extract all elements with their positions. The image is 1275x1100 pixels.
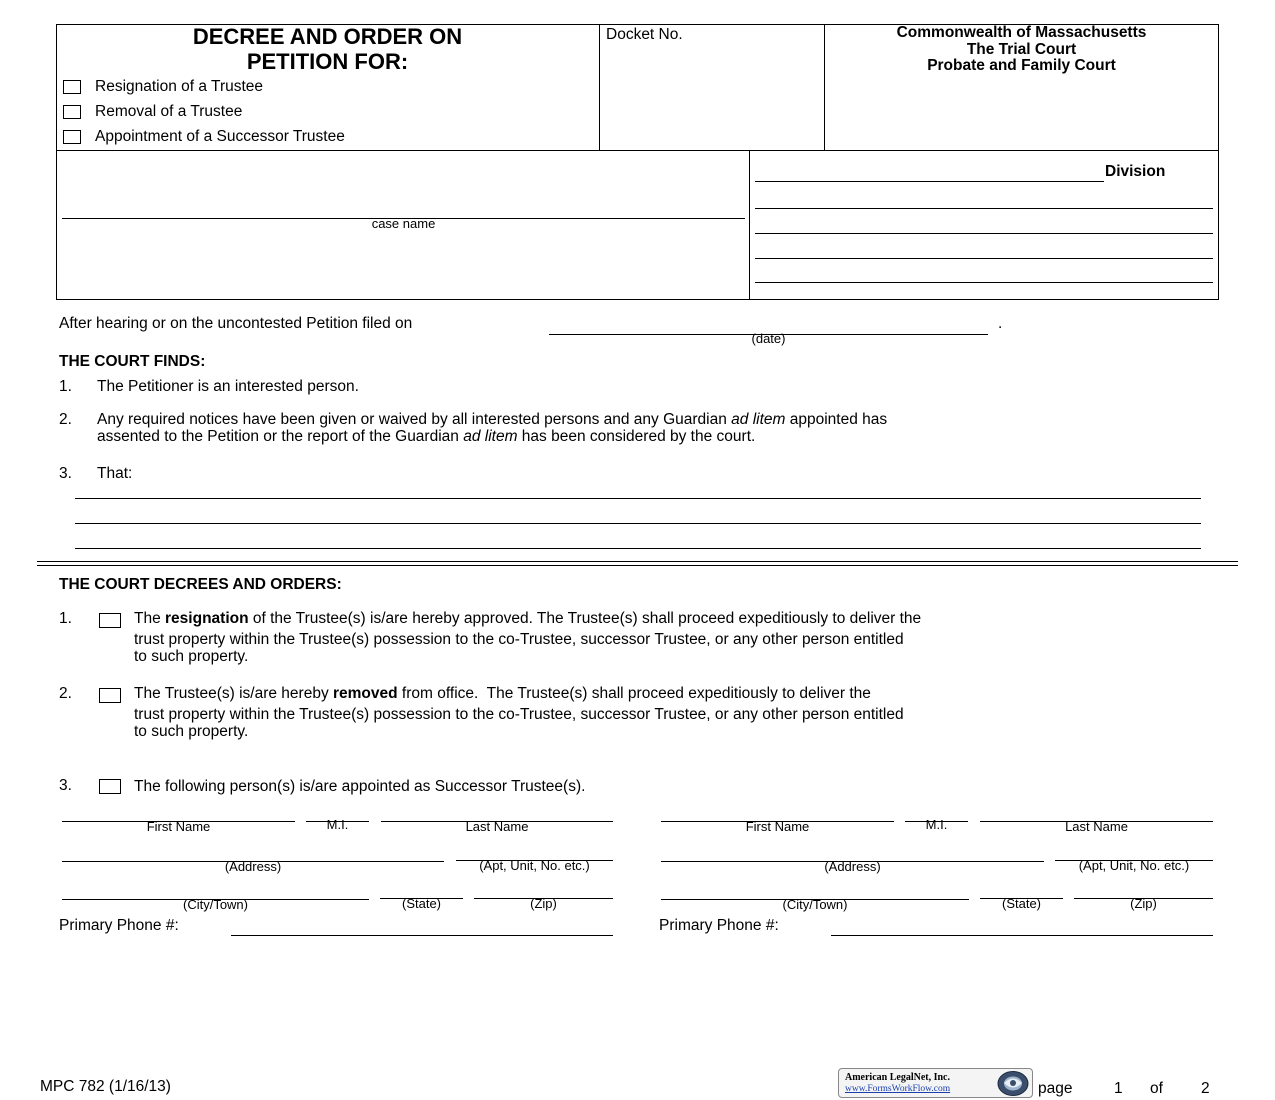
hearing-text: After hearing or on the uncontested Petition filed on [59, 315, 413, 332]
division-address-line-1[interactable] [755, 208, 1213, 209]
appointment-checkbox[interactable] [63, 130, 81, 144]
section-separator-bottom [37, 565, 1238, 566]
order-1-number: 1. [59, 610, 72, 627]
removal-checkbox[interactable] [63, 105, 81, 119]
page-number: 1 [1114, 1080, 1123, 1097]
finding-1-number: 1. [59, 378, 72, 395]
globe-icon [995, 1070, 1031, 1097]
order-3-checkbox[interactable] [99, 779, 121, 794]
finding-3-text: That: [97, 465, 133, 482]
order-2-text-b: from office. The Trustee(s) shall proceed expeditiously to deliver the [397, 685, 871, 702]
order-1-bold: resignation [165, 610, 249, 627]
finding-3-number: 3. [59, 465, 72, 482]
division-line[interactable] [755, 181, 1104, 182]
order-2-line1 [134, 685, 871, 703]
form-id: MPC 782 (1/16/13) [40, 1078, 171, 1095]
finding-2-line1 [97, 411, 887, 429]
page-total: 2 [1201, 1080, 1210, 1097]
form-title-line2: PETITION FOR: [246, 49, 409, 74]
right-mi-label: M.I. [925, 817, 948, 832]
right-address-label: (Address) [824, 859, 881, 874]
finding-3-line-2[interactable] [75, 523, 1201, 524]
finding-2-italic-a: ad litem [731, 411, 786, 428]
orders-heading: THE COURT DECREES AND ORDERS: [59, 576, 342, 593]
order-2-bold: removed [333, 685, 398, 702]
order-2-text-a: The Trustee(s) is/are hereby [134, 685, 333, 702]
finding-2-line2 [97, 428, 755, 446]
division-address-line-3[interactable] [755, 258, 1213, 259]
order-1-line1 [134, 610, 921, 628]
left-address-label: (Address) [224, 859, 282, 874]
resignation-checkbox[interactable] [63, 80, 81, 94]
header-divider [56, 150, 1219, 151]
order-1-text-b: of the Trustee(s) is/are hereby approved. The Trustee(s) shall proceed expeditiously to deliver the [248, 610, 922, 627]
left-phone-label: Primary Phone #: [59, 917, 179, 934]
court-trial: The Trial Court [966, 41, 1077, 58]
left-city-label: (City/Town) [182, 897, 248, 912]
page-word: page [1038, 1080, 1073, 1097]
finding-2-text-c: assented to the Petition or the report of the Guardian [97, 428, 464, 445]
order-2-line3: to such property. [134, 723, 249, 740]
court-commonwealth: Commonwealth of Massachusetts [896, 24, 1147, 41]
resignation-option-label: Resignation of a Trustee [95, 78, 264, 95]
case-name-label: case name [371, 216, 436, 231]
order-1-text-a: The [134, 610, 166, 627]
order-1-checkbox[interactable] [99, 613, 121, 628]
findings-heading: THE COURT FINDS: [59, 353, 206, 370]
left-state-label: (State) [401, 896, 441, 911]
order-3-number: 3. [59, 777, 72, 794]
left-apt-label: (Apt, Unit, No. etc.) [479, 858, 590, 873]
case-divider [749, 150, 750, 300]
publisher-name: American LegalNet, Inc. [845, 1072, 950, 1083]
publisher-url[interactable]: www.FormsWorkFlow.com [845, 1084, 951, 1094]
left-last-name-label: Last Name [465, 819, 529, 834]
right-city-label: (City/Town) [782, 897, 848, 912]
left-mi-label: M.I. [326, 817, 349, 832]
division-address-line-4[interactable] [755, 282, 1213, 283]
right-last-name-label: Last Name [1065, 819, 1128, 834]
order-2-line2: trust property within the Trustee(s) possession to the co-Trustee, successor Trustee, or any other person entitled [134, 706, 904, 723]
removal-option-label: Removal of a Trustee [95, 103, 243, 120]
right-first-name-label: First Name [745, 819, 810, 834]
left-phone-line[interactable] [231, 935, 613, 936]
finding-1-text: The Petitioner is an interested person. [97, 378, 359, 395]
of-word: of [1150, 1080, 1163, 1097]
finding-2-italic-b: ad litem [463, 428, 518, 445]
section-separator-top [37, 561, 1238, 562]
finding-2-text-d: has been considered by the court. [517, 428, 756, 445]
finding-2-text-a: Any required notices have been given or waived by all interested persons and any Guardian [97, 411, 732, 428]
docket-label: Docket No. [606, 26, 683, 43]
finding-2-text-b: appointed has [785, 411, 888, 428]
left-zip-label: (Zip) [530, 896, 557, 911]
right-phone-line[interactable] [831, 935, 1213, 936]
order-3-text: The following person(s) is/are appointed as Successor Trustee(s). [134, 778, 586, 795]
order-2-checkbox[interactable] [99, 688, 121, 703]
right-apt-label: (Apt, Unit, No. etc.) [1078, 858, 1190, 873]
left-first-name-label: First Name [146, 819, 211, 834]
order-1-line3: to such property. [134, 648, 249, 665]
hearing-period: . [998, 315, 1003, 332]
right-phone-label: Primary Phone #: [659, 917, 779, 934]
finding-2-number: 2. [59, 411, 72, 428]
right-state-label: (State) [1001, 896, 1041, 911]
order-1-line2: trust property within the Trustee(s) possession to the co-Trustee, successor Trustee, or any other person entitled [134, 631, 904, 648]
division-address-line-2[interactable] [755, 233, 1213, 234]
hearing-date-label: (date) [751, 331, 786, 346]
finding-3-line-1[interactable] [75, 498, 1201, 499]
docket-divider-left [599, 24, 600, 150]
right-zip-label: (Zip) [1130, 896, 1157, 911]
publisher-badge[interactable] [838, 1068, 1033, 1098]
finding-3-line-3[interactable] [75, 548, 1201, 549]
court-probate: Probate and Family Court [927, 57, 1116, 74]
division-label: Division [1105, 163, 1166, 180]
form-title-line1: DECREE AND ORDER ON [192, 24, 463, 49]
order-2-number: 2. [59, 685, 72, 702]
appointment-option-label: Appointment of a Successor Trustee [95, 128, 345, 145]
